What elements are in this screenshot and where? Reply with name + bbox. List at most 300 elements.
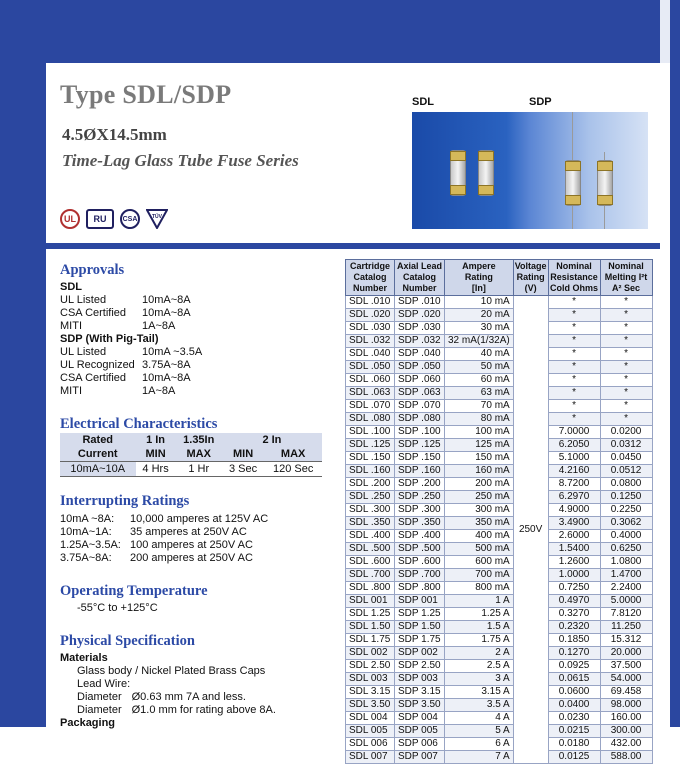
table-row xyxy=(346,439,653,452)
ampere-rating-cell: 3 A xyxy=(445,673,514,686)
fuse-cap xyxy=(597,195,613,205)
ul-logo-icon xyxy=(60,209,80,229)
header-line: Nominal xyxy=(608,261,644,271)
table-row xyxy=(346,335,653,348)
melting-i2t-cell: 588.00 xyxy=(600,751,652,764)
cartridge-catalog-cell: SDL .160 xyxy=(346,465,395,478)
axial-lead-catalog-cell: SDP .070 xyxy=(395,400,445,413)
cartridge-catalog-cell: SDL .100 xyxy=(346,426,395,439)
axial-lead-catalog-cell: SDP .032 xyxy=(395,335,445,348)
cartridge-catalog-cell: SDL 1.25 xyxy=(346,608,395,621)
current-header: Current xyxy=(60,447,136,462)
table-row xyxy=(346,673,653,686)
melting-i2t-cell: 0.6250 xyxy=(600,543,652,556)
packaging-label: Packaging xyxy=(60,717,116,729)
resistance-cell: * xyxy=(548,348,600,361)
in135-header: 1.35In xyxy=(176,433,222,447)
resistance-cell: 0.4970 xyxy=(548,595,600,608)
resistance-cell: 1.2600 xyxy=(548,556,600,569)
cartridge-catalog-cell: SDL .250 xyxy=(346,491,395,504)
approval-row xyxy=(60,385,175,397)
photo-label-sdp: SDP xyxy=(529,96,552,108)
cartridge-catalog-cell: SDL 2.50 xyxy=(346,660,395,673)
table-row xyxy=(346,517,653,530)
sdl-fuse-image xyxy=(478,150,494,196)
resistance-cell: 3.4900 xyxy=(548,517,600,530)
resistance-cell: * xyxy=(548,400,600,413)
max-header: MAX xyxy=(176,447,222,462)
approval-row xyxy=(60,372,191,384)
voltage-rating-header xyxy=(513,260,548,296)
certification-marks xyxy=(60,209,168,229)
axial-lead-catalog-cell: SDP 007 xyxy=(395,751,445,764)
interrupting-value: 200 amperes at 250V AC xyxy=(130,552,253,564)
min-header: MIN xyxy=(222,447,264,462)
fuse-cap xyxy=(565,161,581,171)
diameter-spec xyxy=(77,704,276,716)
axial-lead-catalog-cell: SDP .600 xyxy=(395,556,445,569)
cartridge-catalog-cell: SDL .700 xyxy=(346,569,395,582)
resistance-cell: * xyxy=(548,296,600,309)
table-row xyxy=(346,738,653,751)
ampere-rating-cell: 3.15 A xyxy=(445,686,514,699)
tuv-logo-icon xyxy=(146,209,168,229)
interrupting-row xyxy=(60,513,268,525)
ampere-rating-cell: 350 mA xyxy=(445,517,514,530)
cartridge-catalog-cell: SDL 003 xyxy=(346,673,395,686)
melting-i2t-cell: * xyxy=(600,309,652,322)
header-line: Rating xyxy=(464,272,493,282)
table-row xyxy=(346,751,653,764)
approval-range: 3.75A~8A xyxy=(142,359,191,371)
interrupting-range: 10mA ~8A: xyxy=(60,513,115,525)
fuse-cap xyxy=(450,185,466,195)
resistance-cell: 6.2050 xyxy=(548,439,600,452)
approval-agency: MITI xyxy=(60,320,82,332)
ampere-rating-cell: 1 A xyxy=(445,595,514,608)
melting-i2t-cell: 69.458 xyxy=(600,686,652,699)
cartridge-catalog-cell: SDL .063 xyxy=(346,387,395,400)
axial-lead-catalog-cell: SDP .010 xyxy=(395,296,445,309)
approval-agency: UL Listed xyxy=(60,346,107,358)
table-row xyxy=(346,491,653,504)
interrupting-value: 100 amperes at 250V AC xyxy=(130,539,253,551)
header-line: Melting I²t xyxy=(604,272,648,282)
table-row xyxy=(346,400,653,413)
ampere-rating-cell: 500 mA xyxy=(445,543,514,556)
ampere-rating-cell: 300 mA xyxy=(445,504,514,517)
resistance-cell: 0.0615 xyxy=(548,673,600,686)
header-line: Cartridge xyxy=(349,261,390,271)
table-row xyxy=(346,322,653,335)
banner-edge xyxy=(660,0,670,63)
approval-row xyxy=(60,294,191,306)
cartridge-catalog-header xyxy=(346,260,395,296)
fuse-cap xyxy=(597,161,613,171)
table-row xyxy=(346,608,653,621)
cartridge-catalog-cell: SDL .150 xyxy=(346,452,395,465)
cartridge-catalog-cell: SDL .060 xyxy=(346,374,395,387)
approvals-heading: Approvals xyxy=(60,262,125,278)
fuse-cap xyxy=(450,151,466,161)
resistance-header xyxy=(548,260,600,296)
axial-lead-catalog-cell: SDP 3.50 xyxy=(395,699,445,712)
header-line: Rating xyxy=(516,272,545,282)
ampere-rating-cell: 50 mA xyxy=(445,361,514,374)
resistance-cell: 0.0230 xyxy=(548,712,600,725)
table-row xyxy=(346,556,653,569)
axial-lead-catalog-header xyxy=(395,260,445,296)
cartridge-catalog-cell: SDL .030 xyxy=(346,322,395,335)
approval-agency: CSA Certified xyxy=(60,372,127,384)
axial-lead-catalog-cell: SDP 003 xyxy=(395,673,445,686)
top-banner xyxy=(0,0,680,63)
interrupting-row xyxy=(60,539,253,551)
melting-i2t-cell: 5.0000 xyxy=(600,595,652,608)
resistance-cell: 0.1270 xyxy=(548,647,600,660)
ampere-rating-cell: 1.5 A xyxy=(445,621,514,634)
melting-i2t-cell: 1.0800 xyxy=(600,556,652,569)
ampere-rating-cell: 10 mA xyxy=(445,296,514,309)
approval-agency: UL Recognized xyxy=(60,359,135,371)
resistance-cell: * xyxy=(548,322,600,335)
ampere-rating-cell: 60 mA xyxy=(445,374,514,387)
ampere-rating-cell: 700 mA xyxy=(445,569,514,582)
axial-lead-catalog-cell: SDP .200 xyxy=(395,478,445,491)
operating-temp-value: -55°C to +125°C xyxy=(77,602,158,614)
body-material: Glass body / Nickel Plated Brass Caps xyxy=(77,665,266,677)
resistance-cell: 4.9000 xyxy=(548,504,600,517)
axial-lead-catalog-cell: SDP 002 xyxy=(395,647,445,660)
approval-range: 1A~8A xyxy=(142,320,176,332)
csa-logo-icon xyxy=(120,209,140,229)
ampere-rating-cell: 3.5 A xyxy=(445,699,514,712)
voltage-rating-cell: 250V xyxy=(513,296,548,764)
melting-i2t-cell: 0.0200 xyxy=(600,426,652,439)
cartridge-catalog-cell: SDL .032 xyxy=(346,335,395,348)
ur-logo-icon xyxy=(86,209,114,229)
max-header: MAX xyxy=(264,447,322,462)
melting-i2t-cell: * xyxy=(600,400,652,413)
resistance-cell: 0.0600 xyxy=(548,686,600,699)
melting-i2t-cell: * xyxy=(600,413,652,426)
table-row xyxy=(346,504,653,517)
cartridge-catalog-cell: SDL 3.15 xyxy=(346,686,395,699)
interrupting-range: 3.75A~8A: xyxy=(60,552,112,564)
ampere-rating-cell: 125 mA xyxy=(445,439,514,452)
diameter-label: Diameter xyxy=(77,691,122,703)
approval-range: 1A~8A xyxy=(142,385,176,397)
in-header: 1 In xyxy=(136,433,176,447)
ampere-rating-cell: 2 A xyxy=(445,647,514,660)
cartridge-catalog-cell: SDL .020 xyxy=(346,309,395,322)
approval-row xyxy=(60,346,202,358)
table-row xyxy=(346,647,653,660)
sdp-approvals-heading: SDP (With Pig-Tail) xyxy=(60,333,159,345)
header-line: Ampere xyxy=(462,261,496,271)
axial-lead-catalog-cell: SDP 005 xyxy=(395,725,445,738)
time-value: 4 Hrs xyxy=(136,462,176,477)
electrical-table xyxy=(60,433,322,477)
tuv-triangle-icon xyxy=(146,209,168,229)
resistance-cell: 5.1000 xyxy=(548,452,600,465)
resistance-cell: 7.0000 xyxy=(548,426,600,439)
approval-range: 10mA~8A xyxy=(142,372,191,384)
diameter-spec xyxy=(77,691,246,703)
fuse-cap xyxy=(478,185,494,195)
axial-lead-catalog-cell: SDP 001 xyxy=(395,595,445,608)
approval-row xyxy=(60,320,175,332)
table-row xyxy=(346,699,653,712)
ampere-rating-cell: 400 mA xyxy=(445,530,514,543)
resistance-cell: * xyxy=(548,361,600,374)
header-line: (V) xyxy=(524,283,537,293)
axial-lead-catalog-cell: SDP .063 xyxy=(395,387,445,400)
approval-agency: CSA Certified xyxy=(60,307,127,319)
cartridge-catalog-cell: SDL 004 xyxy=(346,712,395,725)
melting-i2t-cell: 160.00 xyxy=(600,712,652,725)
ampere-rating-cell: 80 mA xyxy=(445,413,514,426)
table-row xyxy=(346,660,653,673)
series-name: Time-Lag Glass Tube Fuse Series xyxy=(62,151,299,170)
ampere-rating-cell: 70 mA xyxy=(445,400,514,413)
approval-range: 10mA~8A xyxy=(142,294,191,306)
melting-i2t-cell: 300.00 xyxy=(600,725,652,738)
ampere-rating-cell: 200 mA xyxy=(445,478,514,491)
header-line: Voltage xyxy=(514,261,547,271)
electrical-header-row xyxy=(60,433,322,447)
axial-lead-catalog-cell: SDP .300 xyxy=(395,504,445,517)
approval-row xyxy=(60,307,191,319)
melting-i2t-cell: 20.000 xyxy=(600,647,652,660)
fuse-cap xyxy=(478,151,494,161)
table-row xyxy=(346,374,653,387)
table-row xyxy=(346,621,653,634)
melting-i2t-cell: * xyxy=(600,361,652,374)
interrupting-heading: Interrupting Ratings xyxy=(60,493,190,509)
table-row xyxy=(346,296,653,309)
cartridge-catalog-cell: SDL .010 xyxy=(346,296,395,309)
cartridge-catalog-cell: SDL .350 xyxy=(346,517,395,530)
ampere-rating-cell: 20 mA xyxy=(445,309,514,322)
resistance-cell: 0.0125 xyxy=(548,751,600,764)
cartridge-catalog-cell: SDL .070 xyxy=(346,400,395,413)
approval-agency: UL Listed xyxy=(60,294,107,306)
axial-lead-catalog-cell: SDP .400 xyxy=(395,530,445,543)
resistance-cell: 1.5400 xyxy=(548,543,600,556)
ampere-rating-cell: 160 mA xyxy=(445,465,514,478)
ampere-rating-cell: 6 A xyxy=(445,738,514,751)
fuse-cap xyxy=(565,195,581,205)
axial-lead-catalog-cell: SDP 1.75 xyxy=(395,634,445,647)
axial-lead-catalog-cell: SDP .500 xyxy=(395,543,445,556)
approval-range: 10mA~8A xyxy=(142,307,191,319)
ampere-rating-cell: 100 mA xyxy=(445,426,514,439)
axial-lead-catalog-cell: SDP 006 xyxy=(395,738,445,751)
axial-lead-catalog-cell: SDP 3.15 xyxy=(395,686,445,699)
axial-lead-catalog-cell: SDP .800 xyxy=(395,582,445,595)
fuse-table-body xyxy=(346,296,653,764)
tuv-mark-text: TÜV xyxy=(152,214,162,220)
resistance-cell: * xyxy=(548,309,600,322)
header-line: Axial Lead xyxy=(396,261,443,271)
melting-i2t-cell: 7.8120 xyxy=(600,608,652,621)
header-line: Catalog xyxy=(353,272,387,282)
interrupting-range: 10mA~1A: xyxy=(60,526,112,538)
axial-lead-catalog-cell: SDP 004 xyxy=(395,712,445,725)
table-row xyxy=(346,465,653,478)
table-row xyxy=(346,595,653,608)
resistance-cell: * xyxy=(548,374,600,387)
melting-i2t-header xyxy=(600,260,652,296)
table-row xyxy=(346,478,653,491)
lead-wire-label: Lead Wire: xyxy=(77,678,131,690)
interrupting-row xyxy=(60,552,253,564)
axial-lead-catalog-cell: SDP .040 xyxy=(395,348,445,361)
time-value: 120 Sec xyxy=(264,462,322,477)
cartridge-catalog-cell: SDL .400 xyxy=(346,530,395,543)
cartridge-catalog-cell: SDL .050 xyxy=(346,361,395,374)
resistance-cell: 6.2970 xyxy=(548,491,600,504)
resistance-cell: * xyxy=(548,335,600,348)
resistance-cell: * xyxy=(548,387,600,400)
table-row xyxy=(346,452,653,465)
fuse-table-header-row xyxy=(346,260,653,296)
cartridge-catalog-cell: SDL 005 xyxy=(346,725,395,738)
ampere-rating-cell: 5 A xyxy=(445,725,514,738)
header-line: Number xyxy=(352,283,387,293)
melting-i2t-cell: 0.0450 xyxy=(600,452,652,465)
resistance-cell: 0.0215 xyxy=(548,725,600,738)
melting-i2t-cell: 1.4700 xyxy=(600,569,652,582)
cartridge-catalog-cell: SDL .040 xyxy=(346,348,395,361)
ampere-rating-cell: 1.75 A xyxy=(445,634,514,647)
diameter-value: Ø0.63 mm 7A and less. xyxy=(131,691,246,703)
resistance-cell: 2.6000 xyxy=(548,530,600,543)
resistance-cell: 0.1850 xyxy=(548,634,600,647)
ampere-rating-cell: 4 A xyxy=(445,712,514,725)
interrupting-range: 1.25A~3.5A: xyxy=(60,539,121,551)
resistance-cell: 0.3270 xyxy=(548,608,600,621)
table-row xyxy=(346,543,653,556)
physical-spec-heading: Physical Specification xyxy=(60,633,195,649)
cartridge-catalog-cell: SDL .125 xyxy=(346,439,395,452)
header-line: [In] xyxy=(471,283,486,293)
ampere-rating-cell: 32 mA(1/32A) xyxy=(445,335,514,348)
table-row xyxy=(346,634,653,647)
resistance-cell: 8.7200 xyxy=(548,478,600,491)
axial-lead-catalog-cell: SDP .250 xyxy=(395,491,445,504)
header-line: Number xyxy=(402,283,437,293)
ampere-rating-cell: 1.25 A xyxy=(445,608,514,621)
melting-i2t-cell: * xyxy=(600,374,652,387)
melting-i2t-cell: * xyxy=(600,335,652,348)
axial-lead-catalog-cell: SDP .150 xyxy=(395,452,445,465)
fuse-table-header xyxy=(346,260,653,296)
axial-lead-catalog-cell: SDP .350 xyxy=(395,517,445,530)
electrical-heading: Electrical Characteristics xyxy=(60,416,218,432)
left-margin-strip xyxy=(0,63,46,727)
operating-temp-heading: Operating Temperature xyxy=(60,583,208,599)
melting-i2t-cell: * xyxy=(600,296,652,309)
sdp-fuse-image xyxy=(565,160,581,206)
resistance-cell: 0.2320 xyxy=(548,621,600,634)
csa-mark-text: CSA xyxy=(122,215,138,223)
section-divider xyxy=(46,243,660,249)
table-row xyxy=(346,348,653,361)
fuse-size: 4.5ØX14.5mm xyxy=(62,125,167,144)
time-value: 3 Sec xyxy=(222,462,264,477)
cartridge-catalog-cell: SDL .080 xyxy=(346,413,395,426)
ampere-rating-cell: 600 mA xyxy=(445,556,514,569)
ampere-rating-cell: 800 mA xyxy=(445,582,514,595)
ampere-rating-cell: 40 mA xyxy=(445,348,514,361)
ampere-rating-header xyxy=(445,260,514,296)
melting-i2t-cell: 11.250 xyxy=(600,621,652,634)
table-row xyxy=(346,361,653,374)
min-header: MIN xyxy=(136,447,176,462)
interrupting-value: 10,000 amperes at 125V AC xyxy=(130,513,269,525)
approval-agency: MITI xyxy=(60,385,82,397)
approval-row xyxy=(60,359,191,371)
melting-i2t-cell: 0.4000 xyxy=(600,530,652,543)
materials-label: Materials xyxy=(60,652,108,664)
melting-i2t-cell: 432.00 xyxy=(600,738,652,751)
table-row xyxy=(346,413,653,426)
resistance-cell: 1.0000 xyxy=(548,569,600,582)
rated-header: Rated xyxy=(60,433,136,447)
axial-lead-catalog-cell: SDP 2.50 xyxy=(395,660,445,673)
rated-current-value: 10mA~10A xyxy=(60,462,136,477)
axial-lead-catalog-cell: SDP .080 xyxy=(395,413,445,426)
cartridge-catalog-cell: SDL .600 xyxy=(346,556,395,569)
table-row xyxy=(346,387,653,400)
cartridge-catalog-cell: SDL .800 xyxy=(346,582,395,595)
header-line: Nominal xyxy=(556,261,592,271)
axial-lead-catalog-cell: SDP 1.50 xyxy=(395,621,445,634)
ul-mark-text: UL xyxy=(64,214,76,224)
melting-i2t-cell: 0.0312 xyxy=(600,439,652,452)
photo-label-sdl: SDL xyxy=(412,96,434,108)
axial-lead-catalog-cell: SDP .060 xyxy=(395,374,445,387)
electrical-data-row xyxy=(60,462,322,477)
diameter-value: Ø1.0 mm for rating above 8A. xyxy=(131,704,276,716)
melting-i2t-cell: 54.000 xyxy=(600,673,652,686)
ur-mark-text: RU xyxy=(93,214,107,224)
table-row xyxy=(346,426,653,439)
ampere-rating-cell: 63 mA xyxy=(445,387,514,400)
cartridge-catalog-cell: SDL 1.75 xyxy=(346,634,395,647)
melting-i2t-cell: * xyxy=(600,348,652,361)
resistance-cell: * xyxy=(548,413,600,426)
ampere-rating-cell: 30 mA xyxy=(445,322,514,335)
axial-lead-catalog-cell: SDP .700 xyxy=(395,569,445,582)
cartridge-catalog-cell: SDL 002 xyxy=(346,647,395,660)
axial-lead-catalog-cell: SDP 1.25 xyxy=(395,608,445,621)
cartridge-catalog-cell: SDL 1.50 xyxy=(346,621,395,634)
cartridge-catalog-cell: SDL .500 xyxy=(346,543,395,556)
approval-range: 10mA ~3.5A xyxy=(142,346,203,358)
axial-lead-catalog-cell: SDP .020 xyxy=(395,309,445,322)
fuse-catalog-table xyxy=(345,259,653,764)
resistance-cell: 0.0180 xyxy=(548,738,600,751)
melting-i2t-cell: * xyxy=(600,322,652,335)
ampere-rating-cell: 2.5 A xyxy=(445,660,514,673)
resistance-cell: 0.0400 xyxy=(548,699,600,712)
melting-i2t-cell: 0.2250 xyxy=(600,504,652,517)
right-margin-strip xyxy=(670,0,680,727)
melting-i2t-cell: 15.312 xyxy=(600,634,652,647)
